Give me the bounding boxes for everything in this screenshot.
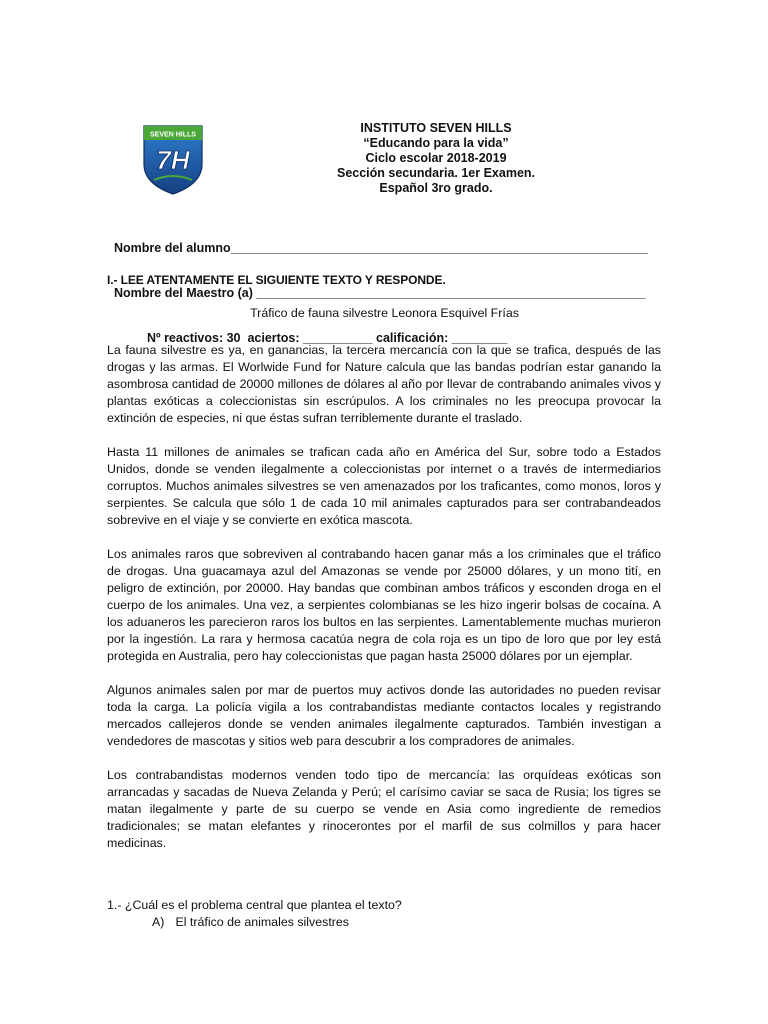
paragraph: La fauna silvestre es ya, en ganancias, la tercera mercancía con la que se trafica, después de las drogas y las armas. El Worlwide Fund for Nature calcula que las bandas podrían estar ganando la asombrosa cantidad de 20000 millones de dólares al año por llevar de contrabando animales vivos y plantas exóticas a coleccionistas sin escrúpulos. A los criminales no les preocupa provocar la extinción de especies, ni que éstas sufran terriblemente durante el traslado. bbox=[107, 343, 661, 425]
document-header bbox=[310, 121, 562, 196]
school-logo bbox=[142, 124, 204, 196]
logo-text: SEVEN HILLS bbox=[150, 131, 196, 139]
school-year: Ciclo escolar 2018-2019 bbox=[365, 151, 507, 165]
school-motto: “Educando para la vida” bbox=[363, 136, 509, 150]
question-text: 1.- ¿Cuál es el problema central que plantea el texto? bbox=[107, 898, 402, 912]
option-text: El tráfico de animales silvestres bbox=[175, 915, 349, 929]
paragraph: Hasta 11 millones de animales se trafican cada año en América del Sur, sobre todo a Estados Unidos, donde se venden ilegalmente a coleccionistas por internet o a través de intermediarios corruptos. Muchos animales silvestres se ven amenazados por los traficantes, como monos, loros y serpientes. Se calcula que sólo 1 de cada 10 mil animales capturados para ser contrabandeados sobrevive en el viaje y se convierte en exótica mascota. bbox=[107, 445, 661, 527]
paragraph: Algunos animales salen por mar de puertos muy activos donde las autoridades no pueden revisar toda la carga. La policía vigila a los contrabandistas mediante contactos locales y registrando mercados callejeros donde se venden animales ilegalmente capturados. También investigan a vendedores de mascotas y sitios web para descubrir a los compradores de animales. bbox=[107, 683, 661, 748]
section-instruction: I.- LEE ATENTAMENTE EL SIGUIENTE TEXTO Y RESPONDE. bbox=[107, 273, 446, 287]
exam-subject: Español 3ro grado. bbox=[379, 181, 493, 195]
text-title: Tráfico de fauna silvestre Leonora Esquivel Frías bbox=[250, 306, 519, 320]
reading-text bbox=[107, 342, 661, 869]
paragraph: Los animales raros que sobreviven al contrabando hacen ganar más a los criminales que el tráfico de drogas. Una guacamaya azul del Amazonas se vende por 25000 dólares, y un mono tití, en peligro de extinción, por 20000. Hay bandas que combinan ambos tráficos y esconden droga en el cuerpo de los animales. Una vez, a serpientes colombianas se les hizo ingerir bolsas de cocaína. A los aduaneros les parecieron raros los bultos en las serpientes. Lamentablemente muchas murieron por la ingestión. La rara y hermosa cacatúa negra de cola roja es un tipo de loro que por ley está protegida en Australia, pero hay coleccionistas que pagan hasta 25000 dólares por un ejemplar. bbox=[107, 547, 661, 663]
answer-option-a[interactable] bbox=[107, 914, 402, 931]
score-fields[interactable]: Nº reactivos: 30 aciertos: __________ calificación: ________ bbox=[147, 331, 508, 345]
school-name: INSTITUTO SEVEN HILLS bbox=[360, 121, 512, 135]
teacher-name-field[interactable]: Nombre del Maestro (a) ________________________________________________________ bbox=[114, 286, 646, 300]
question-1 bbox=[107, 897, 402, 931]
student-name-field[interactable]: Nombre del alumno____________________________________________________________ bbox=[114, 241, 648, 255]
exam-section: Sección secundaria. 1er Examen. bbox=[336, 166, 536, 180]
paragraph: Los contrabandistas modernos venden todo tipo de mercancía: las orquídeas exóticas son arrancadas y sacadas de Nueva Zelanda y Perú; el carísimo caviar se saca de Rusia; los tigres se matan ilegalmente y parte de su cuerpo se vende en Asia como ingrediente de remedios tradicionales; se matan elefantes y rinocerontes por el marfil de sus colmillos y para hacer medicinas. bbox=[107, 768, 661, 850]
option-letter: A) bbox=[152, 915, 165, 929]
logo-mark: 7H bbox=[156, 145, 190, 175]
